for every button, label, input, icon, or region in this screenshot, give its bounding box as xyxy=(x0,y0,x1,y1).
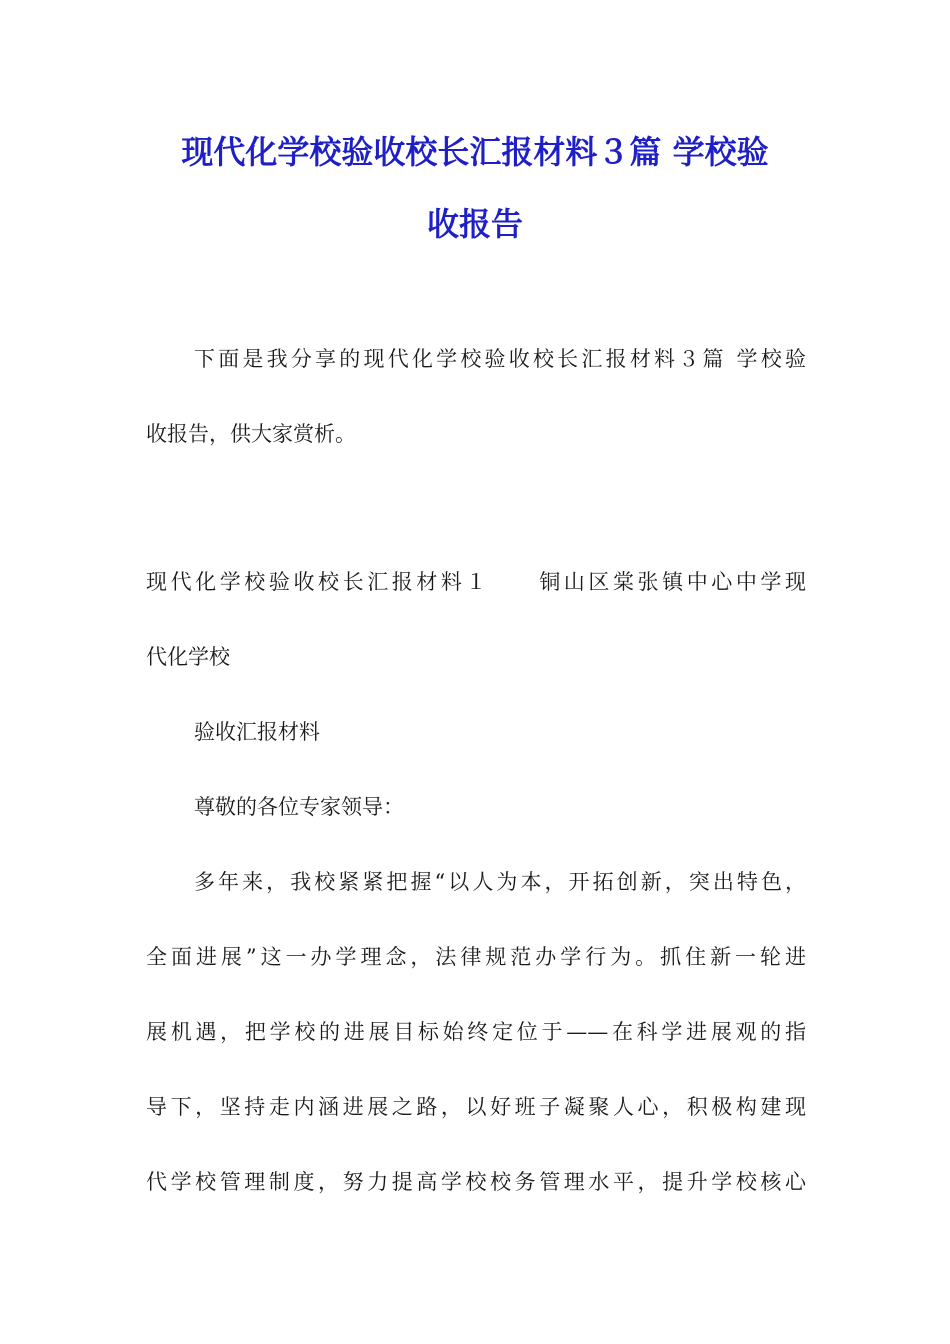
salutation: 尊敬的各位专家领导： xyxy=(194,795,404,819)
section-heading-line-1: 现代化学校验收校长汇报材料１ 铜山区棠张镇中心中学现 xyxy=(146,570,806,594)
document-title-line-1: 现代化学校验收校长汇报材料３篇 学校验 xyxy=(181,133,769,171)
body-line-2: 全面进展”这一办学理念，法律规范办学行为。抓住新一轮进 xyxy=(146,945,806,969)
body-line-5: 代学校管理制度，努力提高学校校务管理水平，提升学校核心 xyxy=(146,1170,806,1194)
body-line-4: 导下，坚持走内涵进展之路，以好班子凝聚人心，积极构建现 xyxy=(146,1095,806,1119)
body-line-1: 多年来，我校紧紧把握“以人为本，开拓创新，突出特色， xyxy=(194,870,806,894)
intro-line-2: 收报告，供大家赏析。 xyxy=(146,422,356,446)
section-heading-line-2: 代化学校 xyxy=(146,645,230,669)
document-title-line-2: 收报告 xyxy=(426,205,523,243)
subheading: 验收汇报材料 xyxy=(194,720,320,744)
intro-line-1: 下面是我分享的现代化学校验收校长汇报材料３篇 学校验 xyxy=(194,347,806,371)
body-line-3: 展机遇，把学校的进展目标始终定位于——在科学进展观的指 xyxy=(146,1020,806,1044)
